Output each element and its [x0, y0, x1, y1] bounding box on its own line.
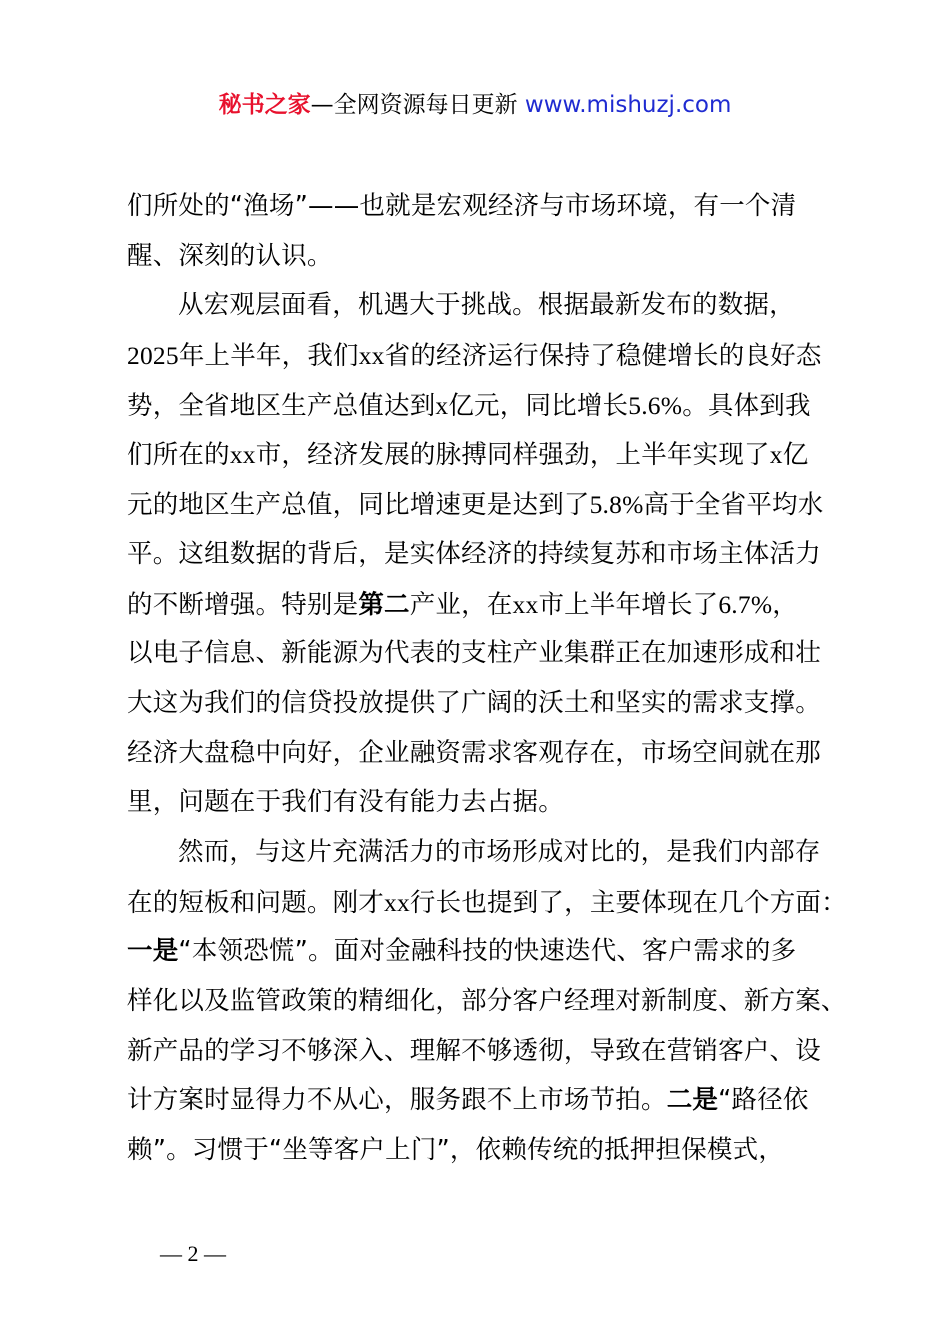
text-line: 新产品的学习不够深入、理解不够透彻，导致在营销客户、设	[127, 1035, 821, 1066]
text-line: 以电子信息、新能源为代表的支柱产业集群正在加速形成和壮	[127, 638, 821, 669]
text-line: 元的地区生产总值，同比增速更是达到了5.8%高于全省平均水	[127, 490, 824, 521]
text-line: 醒、深刻的认识。	[127, 240, 333, 271]
site-url-link[interactable]: www.mishuzj.com	[524, 92, 732, 118]
text-line: 平。这组数据的背后，是实体经济的持续复苏和市场主体活力	[127, 538, 821, 569]
page-number: — 2 —	[160, 1241, 226, 1266]
text-line: 赖”。习惯于“坐等客户上门”，依赖传统的抵押担保模式，	[127, 1135, 785, 1166]
brand-name: 秘书之家	[218, 92, 311, 118]
text-line: 的不断增强。特别是第二产业，在xx市上半年增长了6.7%，	[127, 589, 798, 620]
text-line: 们所处的“渔场”——也就是宏观经济与市场环境，有一个清	[127, 191, 797, 221]
text-line: 大这为我们的信贷投放提供了广阔的沃土和坚实的需求支撑。	[127, 687, 821, 718]
text-line: 们所在的xx市，经济发展的脉搏同样强劲，上半年实现了x亿	[127, 440, 809, 471]
text-line: 从宏观层面看，机遇大于挑战。根据最新发布的数据，	[178, 290, 795, 321]
text-line: 一是“本领恐慌”。面对金融科技的快速迭代、客户需求的多	[127, 936, 797, 967]
text-line: 经济大盘稳中向好，企业融资需求客观存在，市场空间就在那	[127, 737, 821, 768]
text-line: 里，问题在于我们有没有能力去占据。	[127, 787, 564, 818]
text-line: 2025年上半年，我们xx省的经济运行保持了稳健增长的良好态	[127, 341, 822, 372]
header-tagline: —全网资源每日更新	[310, 92, 525, 118]
text-line: 然而，与这片充满活力的市场形成对比的，是我们内部存	[178, 836, 821, 867]
site-header	[0, 88, 950, 122]
text-line: 计方案时显得力不从心，服务跟不上市场节拍。二是“路径依	[127, 1085, 809, 1116]
text-line: 在的短板和问题。刚才xx行长也提到了，主要体现在几个方面：	[127, 887, 847, 918]
text-line: 样化以及监管政策的精细化，部分客户经理对新制度、新方案、	[127, 986, 847, 1016]
document-body	[127, 182, 851, 1176]
text-line: 势，全省地区生产总值达到x亿元，同比增长5.6%。具体到我	[127, 390, 811, 421]
